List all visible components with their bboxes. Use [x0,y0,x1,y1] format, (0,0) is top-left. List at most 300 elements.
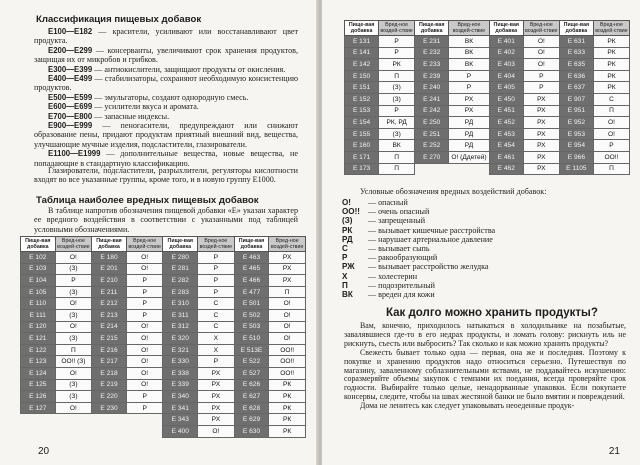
additive-code: Е 220 [92,391,127,403]
storage-heading: Как долго можно хранить продукты? [386,307,598,319]
classification-item [34,93,298,102]
additive-code: Е 231 [415,36,449,48]
additive-code: Е 104 [21,275,56,287]
additive-code: Е 270 [415,151,449,163]
header-additive: Пище-вая добавка [163,237,198,252]
additive-code: Е 451 [489,105,523,117]
additive-code: Е 339 [163,379,198,391]
effect-value: (З) [55,309,92,321]
effect-value: ОО!! [269,356,306,368]
legend-item [342,226,622,235]
effect-value: (З) [379,82,415,94]
effect-value: ВК [449,36,489,48]
additive-code: Е 340 [163,391,198,403]
effect-value: РК [269,425,306,437]
additive-code: Е 232 [415,47,449,59]
effect-value: Р [198,286,235,298]
empty-cell [92,425,127,437]
classification-item [34,46,298,65]
effect-value: РК [593,82,629,94]
additive-code: Е 502 [234,309,269,321]
additive-code: Е 951 [559,105,593,117]
header-effect: Вред-ное воздей-ствие [525,22,558,34]
effect-value: Р [198,356,235,368]
effect-value: ОО!! [593,151,629,163]
effect-value: Р [379,36,415,48]
table-row [21,252,306,264]
effect-value: О! [593,117,629,129]
effect-value: С [198,298,235,310]
additive-code: Е 402 [489,47,523,59]
storage-paragraph: Вам, конечно, приходилось натыкаться в холодильнике на позабытые, завалявшиеся где-то в его недрах продукты, и ломать голову: рискнуть иль не рискнуть, съесть или выбросить? Так сколько и как можно хранить продукты? [344,321,626,348]
effect-value: РХ [523,93,559,105]
additive-code: Е 626 [234,379,269,391]
legend-text: — подозрительный [368,280,435,290]
effect-value: РХ [198,391,235,403]
effect-value: РК [593,70,629,82]
effect-value: Х [198,333,235,345]
additive-code: Е 123 [21,356,56,368]
effect-value: Р [126,391,163,403]
additive-code: Е 121 [21,333,56,345]
effect-value: П [593,163,629,175]
additive-code: Е 311 [163,309,198,321]
additive-code: Е 454 [489,140,523,152]
additive-code: Е 527 [234,367,269,379]
additive-code: Е 952 [559,117,593,129]
effect-value: (З) [379,128,415,140]
effect-value: О! [55,402,92,414]
additive-code: Е 629 [234,414,269,426]
additive-code: Е 214 [92,321,127,333]
class-range: Е500—Е599 [48,92,93,102]
header-effect: Вред-ное воздей-ствие [595,22,628,34]
table-row [21,263,306,275]
classification-item [34,65,298,74]
table-intro: В таблице напротив обозначения пищевой добавки «Е» указан характер ее вредного воздействия в соответствии с указанными под таблицей условными обозначениями. [34,206,298,234]
effect-value: РХ [198,414,235,426]
effect-value: Р [126,286,163,298]
legend-item [342,235,622,244]
class-range: Е400—Е499 [48,74,93,84]
effect-value: С [593,93,629,105]
additive-code: Е 102 [21,252,56,264]
table-row [21,425,306,437]
left-page [0,0,318,465]
header-effect: Вред-ное воздей-ствие [269,237,306,252]
effect-value: РХ [198,367,235,379]
table-row [21,402,306,414]
legend-text: — вызывает сыпь [368,244,430,254]
additive-code: Е 251 [415,128,449,140]
effect-value: (З) [55,379,92,391]
effect-value: (З) [379,93,415,105]
empty-cell [55,425,92,437]
storage-paragraph: Свежесть бывает только одна — первая, она же и последняя. Поэтому к покупке и хранению продуктов надо относиться серьезно. Путешествуя по магазину, заваленному соблазнительными яствами, не поддавайтесь искушению: соразмеряйте объемы закупок с темпами их поедания, всегда проверяйте срок годности. Выбирайте только целые, ненадорванные упаковки. Если покупаете консервы, следите, чтобы на швах жестяной банки не было вмятин и повреждений. [344,347,626,402]
additive-code: Е 465 [234,263,269,275]
effect-value: П [379,151,415,163]
header-additive: Пище-вая добавка [92,237,127,252]
additive-code: Е 503 [234,321,269,333]
legend-code: (З) [342,216,353,226]
effect-value: РД [449,140,489,152]
storage-paragraph: Дома не ленитесь как следует упаковывать неоеденные продук- [360,401,575,411]
effect-value: О! (Ддетей) [449,151,489,163]
table-row [21,414,306,426]
additive-code: Е 627 [234,391,269,403]
effect-value: РХ [523,117,559,129]
table-row [345,140,630,152]
effect-value: О! [523,36,559,48]
legend-item [342,262,622,271]
effect-value: Р [523,70,559,82]
effect-value: РК [269,402,306,414]
effect-value: П [55,344,92,356]
legend-text: — вызывает расстройство желудка [368,262,489,272]
class-description: — усилители вкуса и аромата. [92,102,199,112]
additive-code: Е 173 [345,163,379,175]
effect-value: РХ [198,402,235,414]
class-description: — дополнительные вещества, новые вещества, не попадающие в стандартную классификацию. [34,149,298,168]
class-range: Е700—Е800 [48,111,93,121]
effect-value: С [198,309,235,321]
class-range: Е100—Е182 [48,27,93,36]
effect-value: Р [198,252,235,264]
harmful-table-title: Таблица наиболее вредных пищевых добавок [36,195,259,206]
effect-value: П [269,286,306,298]
effect-value: РХ [523,163,559,175]
empty-cell [449,163,489,175]
additive-code: Е 321 [163,344,198,356]
additive-code: Е 171 [345,151,379,163]
legend-item [342,244,622,253]
table-row [21,379,306,391]
effect-value: РК [593,59,629,71]
classification-item [34,27,298,46]
effect-value: РК [269,391,306,403]
effect-value: РХ [198,379,235,391]
effect-value: Р [126,275,163,287]
additive-code: Е 201 [92,263,127,275]
additive-code: Е 233 [415,59,449,71]
legend-text: — вреден для кожи [368,290,435,300]
effect-value: Р [55,275,92,287]
additive-code: Е 241 [415,93,449,105]
additive-code: Е 127 [21,402,56,414]
effect-value: О! [269,333,306,345]
effect-value: О! [126,379,163,391]
effect-value: О! [523,47,559,59]
additive-code: Е 452 [489,117,523,129]
effect-value: Р [449,82,489,94]
effect-value: О! [593,128,629,140]
legend-text: — ракообразующий [368,253,438,263]
effect-value: О! [198,425,235,437]
header-additive: Пище-вая добавка [415,21,449,36]
additive-code: Е 343 [163,414,198,426]
effect-value: РД [449,128,489,140]
additive-code: Е 463 [234,252,269,264]
effect-value: РД [449,117,489,129]
additive-code: Е 160 [345,140,379,152]
effect-value: РК, РД [379,117,415,129]
class-range: Е1100—Е1999 [48,149,101,159]
classification-item [34,112,298,121]
table-row [345,151,630,163]
effect-value: О! [126,356,163,368]
class-description: — красители, усиливают или восстанавливают цвет продукта. [34,27,298,46]
effect-value: РХ [523,105,559,117]
table-row [21,275,306,287]
right-page [322,0,640,465]
effect-value: РК [269,379,306,391]
table-row [345,128,630,140]
class-description: — эмульгаторы, создают однородную смесь. [92,92,249,102]
effect-value: (З) [55,333,92,345]
legend-item [342,198,622,207]
effect-value: РХ [449,105,489,117]
effect-value: Р [593,140,629,152]
additive-code: Е 633 [559,47,593,59]
table-row [345,117,630,129]
additive-code: Е 122 [21,344,56,356]
legend-title: Условные обозначения вредных воздействий добавок: [360,187,547,196]
additive-code: Е 631 [559,36,593,48]
additive-code: Е 154 [345,117,379,129]
effect-value: РХ [523,151,559,163]
additive-code: Е 213 [92,309,127,321]
glazirovateli-paragraph: Глазирователи, подсластители, разрыхлители, регуляторы кислотности входят во все указанные группы, кроме того, и в новую группу Е1000. [34,166,298,185]
header-effect: Вред-ное воздей-ствие [198,237,235,252]
table-row [21,356,306,368]
effect-value: Р [198,275,235,287]
header-effect: Вред-ное воздей-ствие [126,237,163,252]
effect-value: Р [126,309,163,321]
additive-code: Е 450 [489,93,523,105]
additive-code: Е 966 [559,151,593,163]
table-row [345,93,630,105]
effect-value: О! [126,321,163,333]
table-row [21,286,306,298]
effect-value: РК [593,47,629,59]
class-range: Е200—Е299 [48,45,93,55]
legend-code: Х [342,271,348,281]
legend-code: О! [342,198,351,207]
additive-code: Е 462 [489,163,523,175]
legend-list [342,198,622,299]
class-range: Е900—Е999 [48,121,93,131]
effect-value: Р [126,402,163,414]
legend-text: — запрещенный [368,216,426,226]
additive-code: Е 635 [559,59,593,71]
additive-code: Е 312 [163,321,198,333]
effect-value: П [379,70,415,82]
effect-value: П [379,163,415,175]
classification-title: Классификация пищевых добавок [36,14,202,25]
additive-code: Е 180 [92,252,127,264]
additive-code: Е 637 [559,82,593,94]
effect-value: С [198,321,235,333]
additive-code: Е 110 [21,298,56,310]
legend-text: — опасный [368,198,408,207]
additive-code: Е 400 [163,425,198,437]
table-row [345,47,630,59]
table-row [345,105,630,117]
additive-code: Е 405 [489,82,523,94]
legend-code: С [342,244,348,254]
additive-code: Е 282 [163,275,198,287]
header-effect: Вред-ное воздей-ствие [380,22,413,34]
table-row [21,309,306,321]
effect-value: О! [55,298,92,310]
table-row [21,391,306,403]
additive-code: Е 240 [415,82,449,94]
additive-code: Е 105 [21,286,56,298]
legend-code: ВК [342,290,353,300]
additive-code: Е 151 [345,82,379,94]
table-row [21,298,306,310]
additives-table-left [20,236,306,438]
effect-value: ВК [449,47,489,59]
additive-code: Е 141 [345,47,379,59]
legend-item [342,272,622,281]
additive-code: Е 513Е [234,344,269,356]
additive-code: Е 628 [234,402,269,414]
additive-code: Е 210 [92,275,127,287]
effect-value: (З) [55,391,92,403]
effect-value: ВК [449,59,489,71]
additive-code: Е 453 [489,128,523,140]
additive-code: Е 212 [92,298,127,310]
additive-code: Е 310 [163,298,198,310]
effect-value: О! [55,321,92,333]
additive-code: Е 215 [92,333,127,345]
legend-code: П [342,280,348,290]
legend-item [342,253,622,262]
additive-code: Е 510 [234,333,269,345]
effect-value: РХ [269,252,306,264]
legend-item [342,290,622,299]
additive-code: Е 150 [345,70,379,82]
additive-code: Е 242 [415,105,449,117]
additive-code: Е 152 [345,93,379,105]
effect-value: (З) [55,263,92,275]
classification-item [34,121,298,149]
effect-value: ОО!! [269,367,306,379]
legend-code: РК [342,225,353,235]
additive-code: Е 466 [234,275,269,287]
additive-code: Е 250 [415,117,449,129]
additives-table-right [344,20,630,175]
effect-value: О! [269,298,306,310]
table-row [345,163,630,175]
additive-code: Е 401 [489,36,523,48]
additive-code: Е 239 [415,70,449,82]
additive-code: Е 217 [92,356,127,368]
table-header-row [21,237,306,252]
header-effect: Вред-ное воздей-ствие [55,237,92,252]
legend-item [342,216,622,225]
additive-code: Е 404 [489,70,523,82]
additive-code: Е 219 [92,379,127,391]
header-additive: Пище-вая добавка [21,237,56,252]
table-row [345,70,630,82]
effect-value: О! [523,59,559,71]
additive-code: Е 477 [234,286,269,298]
additive-code: Е 120 [21,321,56,333]
effect-value: РХ [269,275,306,287]
effect-value: РК [379,59,415,71]
effect-value: Р [126,298,163,310]
table-row [21,321,306,333]
effect-value: О! [55,367,92,379]
effect-value: О! [126,252,163,264]
class-range: Е300—Е399 [48,64,93,74]
additive-code: Е 142 [345,59,379,71]
effect-value: О! [126,344,163,356]
table-row [345,59,630,71]
classification-list [34,27,298,168]
empty-cell [92,414,127,426]
table-row [345,82,630,94]
legend-item [342,207,622,216]
additive-code: Е 907 [559,93,593,105]
additive-code: Е 1105 [559,163,593,175]
legend-code: РД [342,234,353,244]
additive-code: Е 320 [163,333,198,345]
class-description: — консерванты, увеличивают срок хранения продуктов, защищая их от микробов и грибков. [34,45,298,65]
effect-value: О! [126,367,163,379]
empty-cell [415,163,449,175]
effect-value: Р [379,105,415,117]
effect-value: РХ [523,140,559,152]
class-description: — антиокислители, защищают продукты от окисления. [92,64,286,74]
effect-value: ОО!! (З) [55,356,92,368]
header-additive: Пище-вая добавка [234,237,269,252]
class-description: — запасные индексы. [92,111,170,121]
empty-cell [126,425,163,437]
additive-code: Е 218 [92,367,127,379]
additive-code: Е 954 [559,140,593,152]
additive-code: Е 330 [163,356,198,368]
additive-code: Е 124 [21,367,56,379]
effect-value: О! [55,252,92,264]
classification-item [34,102,298,111]
effect-value: ВК [379,140,415,152]
additive-code: Е 280 [163,252,198,264]
effect-value: Р [198,263,235,275]
additive-code: Е 403 [489,59,523,71]
effect-value: Р [379,47,415,59]
additive-code: Е 630 [234,425,269,437]
additive-code: Е 131 [345,36,379,48]
effect-value: О! [126,263,163,275]
legend-text: — холестерин [368,271,418,281]
legend-code: Р [342,253,348,263]
additive-code: Е 461 [489,151,523,163]
header-additive: Пище-вая добавка [345,21,379,36]
additive-code: Е 283 [163,286,198,298]
effect-value: Р [523,82,559,94]
additive-code: Е 953 [559,128,593,140]
empty-cell [21,425,56,437]
effect-value: РХ [269,263,306,275]
header-additive: Пище-вая добавка [489,21,523,36]
classification-item [34,74,298,93]
page-number-right: 21 [608,446,620,457]
table-row [21,344,306,356]
effect-value: ОО!! [269,344,306,356]
